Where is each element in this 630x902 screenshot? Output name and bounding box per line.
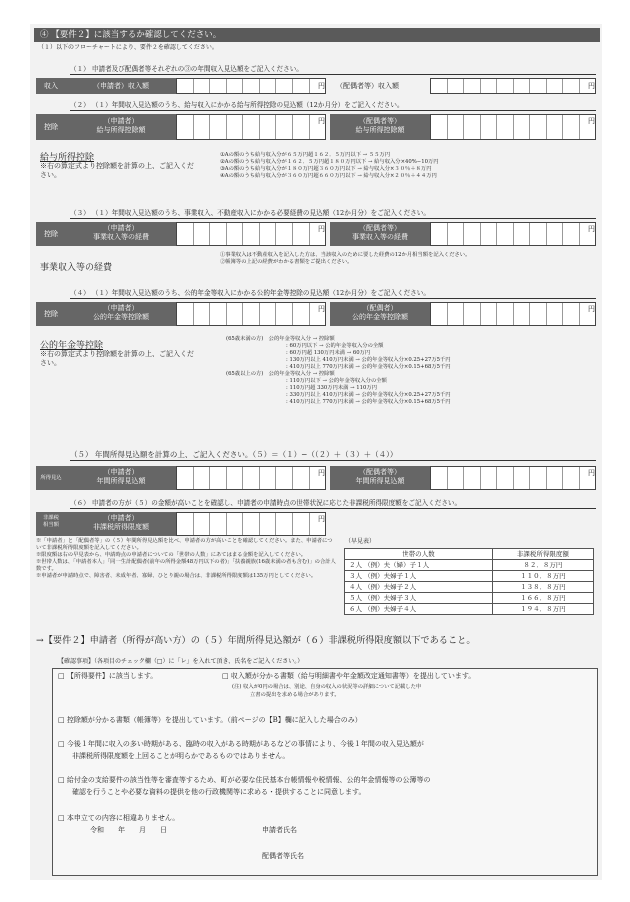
s1-spouse-income-input[interactable] <box>430 78 596 94</box>
s4-spouse-pension-input[interactable] <box>430 302 596 326</box>
s6-title: （６） 申請者の方が（５）の金額が高いことを確認し、申請者の申請時点の世帯状況に応じた非課税所得限度額をご記入ください。 <box>70 498 596 509</box>
s2-spouse-deduction-input[interactable] <box>430 114 596 140</box>
s4-formula-list <box>226 336 451 406</box>
s4-applicant-pension-input[interactable] <box>176 302 326 326</box>
s2-note: ※右の算定式より控除額を計算の上、ご記入ください。 <box>40 162 194 179</box>
s4-tag: 控除 <box>36 302 66 326</box>
s3-title: （３） （１）年間収入見込額のうち、事業収入、不動産収入にかかる必要経費の見込額（12か月分）をご記入ください。 <box>70 208 596 219</box>
formula-line: : 110万円超 330万円未満 → 110万円 <box>286 385 377 391</box>
yen-unit: 円 <box>318 305 325 313</box>
date-field[interactable]: 令和 年 月 日 <box>90 826 167 834</box>
formula-line: : 330万円以上 410万円未満 → 公的年金等収入分×0.25+27万5千円 <box>286 392 451 398</box>
s5-applicant-label: （申請者） 年間所得見込額 <box>66 466 176 490</box>
table-row: ６人 （例）夫婦子４人 １９４．８万円 <box>345 604 594 615</box>
conclusion: →【要件２】申請者（所得が高い方）の（５）年間所得見込額が（６）非課税所得限度額以下であること。 <box>36 635 476 646</box>
note-line: ※申請者が申請時点で、障害者、未成年者、寡婦、ひとり親の場合は、非課税所得限度額は135万円としてください。 <box>36 573 317 579</box>
applicant-name-field[interactable]: 申請者氏名 <box>262 826 297 834</box>
confirm-title: 【確認事項】（各項目のチェック欄（□）に「レ」を入れて頂き、氏名をご記入ください。） <box>58 658 304 665</box>
s5-spouse-label: （配偶者等） 年間所得見込額 <box>330 466 430 490</box>
s3-applicant-expense-input[interactable] <box>176 222 326 246</box>
note-line: ※限度額は右の早見表から、申請時点の申請者についての「世帯の人数」にあてはまる金額を記入してください。 <box>36 552 307 558</box>
s6-applicant-label: （申請者） 非課税所得限度額 <box>66 512 176 536</box>
s5-tag: 所得見込 <box>36 466 66 490</box>
s3-spouse-expense-input[interactable] <box>430 222 596 246</box>
yen-unit: 円 <box>588 305 595 313</box>
note-line: ※「申請者」と「配偶者等」の（５）年間所得見込額を比べ、申請者の方が高いことを確認してください。また、申請者について非課税所得限度額を記入してください。 <box>36 538 333 551</box>
intro-text: （１）以下のフローチャートにより、要件２を確認してください。 <box>38 44 218 51</box>
spouse-name-field[interactable]: 配偶者等氏名 <box>262 852 304 860</box>
confirm-item-2[interactable]: □ 控除額が分かる書類（帳簿等）を提出しています。（前ページの【B】欄に記入した場合のみ） <box>58 716 362 724</box>
yen-unit: 円 <box>588 82 595 90</box>
confirm-item-1b[interactable]: □ 収入額が分かる書類（給与明細書や年金額改定通知書等）を提出しています。 <box>222 672 476 680</box>
s3-applicant-label: （申請者） 事業収入等の経費 <box>66 222 176 246</box>
formula-group: (65歳以上の方) 公的年金等収入分 → 控除額 <box>226 371 335 377</box>
s4-name: 公的年金等控除 <box>40 341 104 351</box>
confirm-item-4b: 確認を行うことや必要な資料の提供を他の行政機関等に求める・提供することに同意します。 <box>72 788 366 796</box>
table-row: ２人 （例）夫（婦）子１人 ８２．８万円 <box>345 560 594 571</box>
s1-title: （１） 申請者及び配偶者等それぞれの③の年間収入見込額をご記入ください。 <box>70 64 596 75</box>
confirm-box <box>52 668 598 876</box>
note-line: ※世帯人数は、「申請者本人」「同一生計配偶者(前年の所得金額48万円以下の者)」「扶養親族(16歳未満の者も含む)」の合計人数です。 <box>36 559 336 572</box>
section-header: ④ 【要件２】に該当するか確認してください。 <box>34 28 600 42</box>
formula-group: (65歳未満の方) 公的年金等収入分 → 控除額 <box>226 336 335 342</box>
col-header: 世帯の人数 <box>345 549 493 560</box>
s6-notes <box>36 538 336 580</box>
s2-spouse-label: （配偶者等） 給与所得控除額 <box>330 114 430 140</box>
confirm-item-5[interactable]: □ 本申立ての内容に相違ありません。 <box>58 814 180 822</box>
s1-applicant-label: （申請者）収入額 <box>66 78 176 94</box>
s3-spouse-label: （配偶者等） 事業収入等の経費 <box>330 222 430 246</box>
s4-applicant-label: （申請者） 公的年金等控除額 <box>66 302 176 326</box>
formula-line: ②Aの額のうち給与収入分が１６２．５万円超１８０万円以下 → 給与収入分×40%−10万円 <box>220 159 439 165</box>
s3-tag: 控除 <box>36 222 66 246</box>
yen-unit: 円 <box>588 225 595 233</box>
s6-applicant-limit-input[interactable] <box>176 512 326 536</box>
confirm-item-4a[interactable]: □ 給付金の支給要件の該当性等を審査等するため、町が必要な住民基本台帳情報や税情報、公的年金情報等の公簿等の <box>58 776 431 784</box>
quick-table-title: （早見表） <box>345 538 376 545</box>
s5-spouse-income-estimate-input[interactable] <box>430 466 596 490</box>
table-row: ５人 （例）夫婦子３人 １６６．８万円 <box>345 593 594 604</box>
s2-applicant-deduction-input[interactable] <box>176 114 326 140</box>
s5-applicant-income-estimate-input[interactable] <box>176 466 326 490</box>
col-header: 非課税所得限度額 <box>492 549 593 560</box>
s2-title: （２） （１）年間収入見込額のうち、給与収入にかかる給与所得控除の見込額（12か月分）をご記入ください。 <box>70 100 596 111</box>
formula-line: ③Aの額のうち給与収入分が１８０万円超３６０万円以下 → 給与収入分×３０％＋８万円 <box>220 166 432 172</box>
yen-unit: 円 <box>318 225 325 233</box>
s3-name: 事業収入等の経費 <box>40 263 113 273</box>
s3-formula-list <box>220 252 590 266</box>
s1-spouse-label: （配偶者等）収入額 <box>336 82 399 90</box>
yen-unit: 円 <box>318 469 325 477</box>
s1-tag: 収入 <box>36 78 66 94</box>
yen-unit: 円 <box>318 515 325 523</box>
formula-line: : 410万円以上 770万円未満 → 公的年金等収入分×0.15+68万5千円 <box>286 364 451 370</box>
confirm-item-1a[interactable]: □ 【所得要件】に該当します。 <box>58 672 158 680</box>
formula-line: ④Aの額のうち給与収入分が３６０万円超６６０万円以下 → 給与収入分×２０％＋４４万円 <box>220 173 437 179</box>
s2-name: 給与所得控除 <box>40 153 95 163</box>
s1-applicant-income-input[interactable] <box>176 78 326 94</box>
confirm-note-2: 立書の提出を求める場合があります。 <box>250 692 340 698</box>
formula-line: ①Aの額のうち給与収入分が６５万円超１６２．５万円以下 → ５５万円 <box>220 152 390 158</box>
formula-line: : 60万円超 130万円未満 → 60万円 <box>286 350 371 356</box>
table-row: ３人 （例）夫婦子１人 １１０．８万円 <box>345 571 594 582</box>
formula-line: : 410万円以上 770万円未満 → 公的年金等収入分×0.15+68万5千円 <box>286 399 451 405</box>
s2-formula-list <box>220 152 439 180</box>
confirm-note-1: (注) 収入が0円の場合は、別途、自身の収入の状況等の詳細について記載した申 <box>232 684 422 690</box>
s4-spouse-label: （配偶者） 公的年金等控除額 <box>330 302 430 326</box>
s2-tag: 控除 <box>36 114 66 140</box>
yen-unit: 円 <box>318 117 325 125</box>
table-row: ４人 （例）夫婦子２人 １３８．８万円 <box>345 582 594 593</box>
confirm-item-3b: 非課税所得限度額を上回ることが明らかであるものではありません。 <box>72 752 290 760</box>
s2-applicant-label: （申請者） 給与所得控除額 <box>66 114 176 140</box>
yen-unit: 円 <box>318 82 325 90</box>
formula-line: ①事業収入は不動産収入を記入した方は、当該収入のために要した経費の12か月相当額を記入ください。 <box>220 252 471 258</box>
formula-line: : 110万円以下 → 公的年金等収入分の全額 <box>286 378 387 384</box>
s4-title: （４） （１）年間収入見込額のうち、公的年金等収入にかかる公的年金等控除の見込額（12か月分）をご記入ください。 <box>70 288 596 299</box>
formula-line: : 130万円以上 410万円未満 → 公的年金等収入分×0.25+27万5千円 <box>286 357 451 363</box>
formula-line: : 60万円以下 → 公的年金等収入分の全額 <box>286 343 384 349</box>
s4-note: ※右の算定式より控除額を計算の上、ご記入ください。 <box>40 350 194 367</box>
quick-table <box>344 548 594 615</box>
confirm-item-3a[interactable]: □ 今後１年間に収入の多い時期がある、臨時の収入がある時期があるなどの事情により、今後１年間の収入見込額が <box>58 740 424 748</box>
s5-title: （５） 年間所得見込額を計算の上、ご記入ください。（５）＝（１）−（（２）＋（３）＋（４）） <box>70 450 596 461</box>
formula-line: ②帳簿等の上記の経費がわかる書類をご提出ください。 <box>220 259 353 265</box>
yen-unit: 円 <box>588 469 595 477</box>
s6-tag: 非課税 相当額 <box>36 512 66 536</box>
yen-unit: 円 <box>588 117 595 125</box>
